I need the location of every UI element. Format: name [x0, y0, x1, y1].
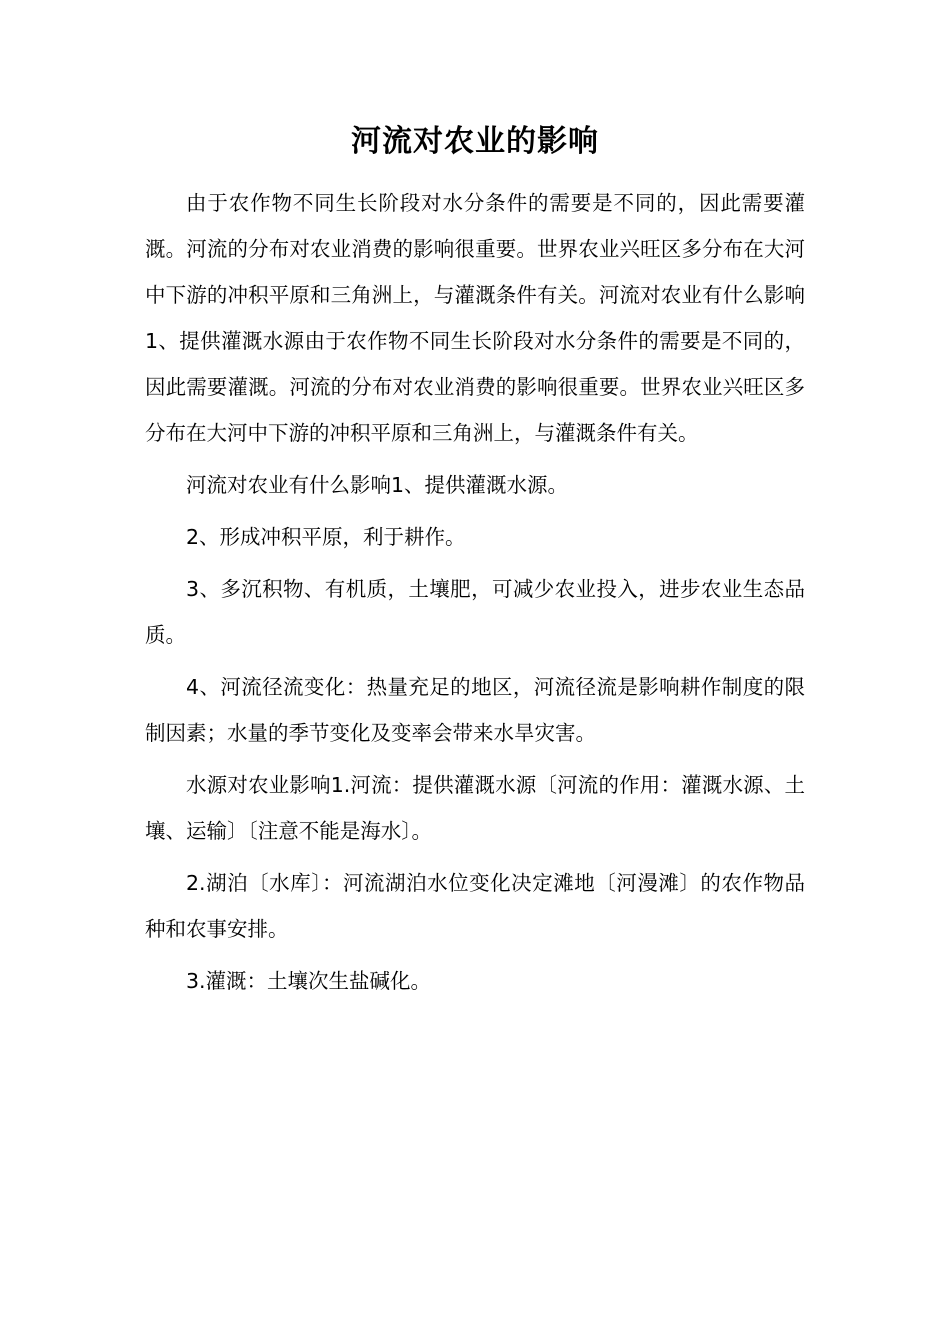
paragraph-impact-3: 3、多沉积物、有机质，土壤肥，可减少农业投入，进步农业生态品质。	[145, 577, 805, 647]
paragraph-impact-1: 河流对农业有什么影响1、提供灌溉水源。	[186, 473, 569, 497]
paragraph-water-source-3: 3.灌溉：土壤次生盐碱化。	[186, 969, 432, 993]
paragraph-water-source-1: 水源对农业影响1.河流：提供灌溉水源〔河流的作用：灌溉水源、土壤、运输〕〔注意不能是海水〕。	[145, 773, 805, 843]
page-title: 河流对农业的影响	[351, 124, 599, 159]
paragraph-impact-2: 2、形成冲积平原，利于耕作。	[186, 525, 466, 549]
paragraph-impact-4: 4、河流径流变化：热量充足的地区，河流径流是影响耕作制度的限制因素；水量的季节变化及变率会带来水旱灾害。	[145, 675, 805, 745]
document-body	[145, 180, 805, 1010]
paragraph-intro: 由于农作物不同生长阶段对水分条件的需要是不同的，因此需要灌溉。河流的分布对农业消费的影响很重要。世界农业兴旺区多分布在大河中下游的冲积平原和三角洲上，与灌溉条件有关。河流对农业有什么影响1、提供灌溉水源由于农作物不同生长阶段对水分条件的需要是不同的，因此需要灌溉。河流的分布对农业消费的影响很重要。世界农业兴旺区多分布在大河中下游的冲积平原和三角洲上，与灌溉条件有关。	[145, 191, 805, 445]
paragraph-water-source-2: 2.湖泊〔水库〕：河流湖泊水位变化决定滩地〔河漫滩〕的农作物品种和农事安排。	[145, 871, 805, 941]
